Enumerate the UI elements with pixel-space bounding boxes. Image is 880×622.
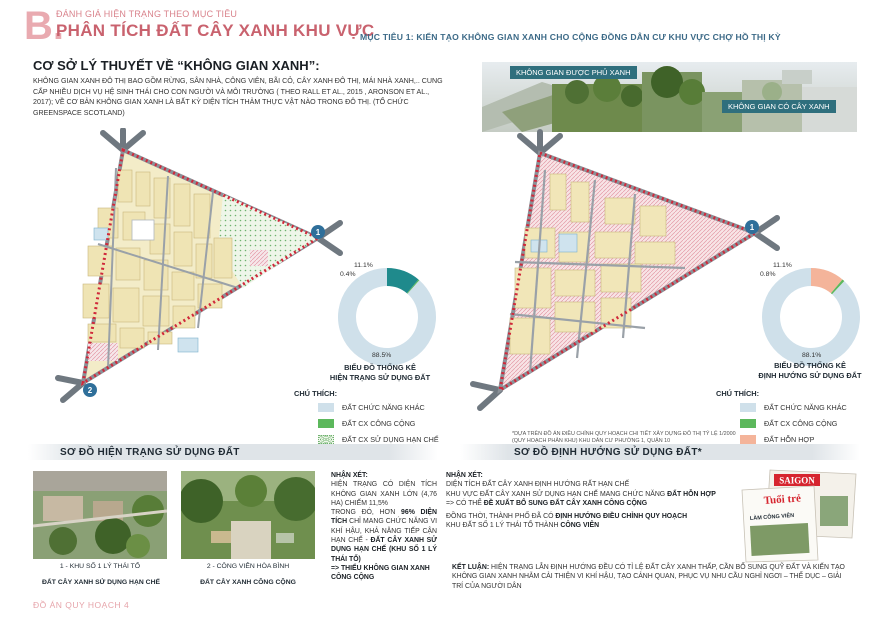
donut-slice-1	[837, 286, 839, 287]
objective-title: MỤC TIÊU 1: KIẾN TẠO KHÔNG GIAN XANH CHO CỘNG ĐỒNG DÂN CƯ KHU VỰC CHỢ HỒ THỊ KỲ	[360, 32, 781, 42]
legend-label: ĐẤT CHỨC NĂNG KHÁC	[342, 403, 425, 412]
chart-caption-planned-line1: BIỂU ĐỒ THỐNG KÊ	[774, 361, 846, 370]
label-tree-space: KHÔNG GIAN CÓ CÂY XANH	[722, 100, 836, 113]
donut2-label-public: 0.8%	[760, 271, 776, 278]
photo-hoa-binh-park	[181, 471, 315, 559]
donut1-label-public: 0.4%	[340, 271, 356, 278]
legend-current-limited	[318, 435, 439, 444]
photo1-caption-top: 1 - KHU SỐ 1 LÝ THÁI TỔ	[59, 563, 141, 570]
remark-bold: ĐỀ XUẤT BỔ SUNG ĐẤT CÂY XANH CÔNG CỘNG	[483, 499, 648, 507]
newspaper-clipping	[740, 468, 858, 564]
remark-text: => CÓ THỂ	[446, 499, 484, 507]
footer-label: ĐỒ ÁN QUY HOẠCH 4	[33, 600, 130, 610]
remark-text: TRONG ĐÓ, HƠN	[331, 509, 402, 517]
legend-swatch-mixed	[740, 435, 756, 444]
remark-current-p3	[331, 564, 437, 583]
legend-planned-other	[740, 403, 847, 412]
park-photo-illustration	[181, 471, 315, 559]
remark-text: ĐỒNG THỜI, THÀNH PHỐ ĐÃ CÓ	[446, 513, 556, 521]
legend-swatch-other	[740, 403, 756, 412]
aerial-photo-illustration	[33, 471, 167, 559]
theory-body: KHÔNG GIAN XANH ĐÔ THỊ BAO GỒM RỪNG, SÂN NHÀ, CÔNG VIÊN, BÃI CỎ, CÂY XANH ĐÔ THỊ, MÁI NHÀ XANH,.. CUNG CẤP NHIỀU DỊCH VỤ HỆ SINH THÁI CHO CON NGƯỜI VÀ MÔI TRƯỜNG ( THEO RALL ET AL., 2015 , ARONSON ET AL., 2017); VỀ CƠ BẢN KHÔNG GIAN XANH LÀ BẤT KỲ DIỆN TÍCH THẢM THỰC VẬT NÀO TRONG ĐÔ THỊ. (TỔ CHỨC GREENSPACE SCOTLAND)	[33, 77, 443, 117]
donut-slice-2	[387, 277, 413, 286]
label-green-covered: KHÔNG GIAN ĐƯỢC PHỦ XANH	[510, 66, 637, 79]
photo2-caption-top: 2 - CÔNG VIÊN HÒA BÌNH	[206, 563, 290, 570]
remark-current-p2	[331, 508, 437, 564]
remark-title-text: NHẬN XÉT:	[331, 472, 368, 479]
donut-slice-0	[771, 277, 851, 357]
remark-current-p1: HIỆN TRẠNG CÓ DIỆN TÍCH KHÔNG GIAN XANH LỚN (4,76 HA) CHIẾM 11,5%	[331, 481, 437, 507]
remark-text: CHỈ MANG CHỨC NĂNG VI KHÍ HẬU, KHẢ NĂNG TIẾP CẬN HẠN CHẾ -	[331, 518, 437, 545]
legend-planned-public	[740, 419, 837, 428]
remark-planned-l3	[446, 499, 736, 508]
remark-current-title	[331, 471, 437, 480]
remark-current	[331, 471, 437, 583]
remark-planned	[446, 471, 736, 531]
marker-1-label: 1	[315, 228, 321, 237]
remark-bold: ĐẤT CÂY XANH SỬ DỤNG HẠN CHẾ (KHU SỐ 1 LÝ THÁI TỔ)	[331, 537, 437, 563]
legend-label: ĐẤT CX SỬ DỤNG HẠN CHẾ	[342, 435, 439, 444]
section-title-current: SƠ ĐỒ HIỆN TRẠNG SỬ DỤNG ĐẤT	[60, 447, 240, 458]
section-letter: B.	[24, 4, 64, 48]
legend-title-current: CHÚ THÍCH:	[294, 389, 338, 398]
photo-ly-thai-to	[33, 471, 167, 559]
remark-title-text: NHẬN XÉT:	[446, 472, 483, 479]
remark-bold: ĐỊNH HƯỚNG ĐIỀU CHỈNH QUY HOẠCH	[555, 513, 688, 521]
remark-planned-l2	[446, 490, 736, 499]
current-land-use-map	[28, 128, 348, 408]
conclusion	[452, 563, 854, 591]
masthead-saigon: SAIGON	[779, 475, 815, 486]
planning-source-note: *DỰA TRÊN ĐỒ ÁN ĐIỀU CHỈNH QUY HOẠCH CHI TIẾT XÂY DỰNG ĐÔ THỊ TỶ LỆ 1/2000 (QUY HOẠCH PHÂN KHU) KHU DÂN CƯ PHƯỜNG 1, QUẬN 10	[512, 431, 736, 444]
remark-bold: CÔNG VIÊN	[560, 522, 600, 530]
chart-caption-current-line1: BIỂU ĐỒ THỐNG KÊ	[344, 363, 416, 372]
donut1-label-green-limited: 11.1%	[354, 262, 373, 269]
evaluation-title: ĐÁNH GIÁ HIỆN TRẠNG THEO MỤC TIÊU	[56, 9, 238, 19]
remark-bold: 96% DIỆN TÍCH	[331, 509, 437, 526]
remark-text: KHU VỰC ĐẤT CÂY XANH SỬ DỤNG HẠN CHẾ MANG CHỨC NĂNG	[446, 490, 668, 498]
remark-planned-l5	[446, 521, 736, 530]
donut2-label-other: 88.1%	[802, 352, 822, 359]
chart-caption-current	[320, 363, 440, 383]
planned-marker-1-label: 1	[749, 223, 755, 232]
theory-heading: CƠ SỞ LÝ THUYẾT VỀ “KHÔNG GIAN XANH”:	[33, 58, 320, 73]
planned-land-use-map	[455, 128, 785, 413]
photo1-caption-bottom: ĐẤT CÂY XANH SỬ DỤNG HẠN CHẾ	[41, 579, 161, 586]
marker-2-label: 2	[87, 386, 93, 395]
legend-swatch-public	[318, 419, 334, 428]
chart-caption-planned	[750, 361, 870, 381]
remark-bold: => THIẾU KHÔNG GIAN XANH CÔNG CỘNG	[331, 564, 430, 582]
remark-planned-l4	[446, 512, 736, 521]
legend-label: ĐẤT CX CÔNG CỘNG	[764, 419, 838, 428]
legend-label: ĐẤT CHỨC NĂNG KHÁC	[764, 403, 847, 412]
chart-caption-planned-line2: ĐỊNH HƯỚNG SỬ DỤNG ĐẤT	[758, 371, 862, 380]
remark-planned-l1: DIỆN TÍCH ĐẤT CÂY XANH ĐỊNH HƯỚNG RẤT HẠN CHẾ	[446, 481, 630, 489]
legend-label: ĐẤT CX CÔNG CỘNG	[342, 419, 416, 428]
remark-bold: ĐẤT HỖN HỢP	[667, 490, 716, 498]
donut-slice-1	[413, 286, 414, 287]
newspaper-headline: LÀM CÔNG VIÊN	[749, 512, 795, 522]
legend-label: ĐẤT HỖN HỢP	[764, 435, 815, 444]
remark-text: KHU ĐẤT SỐ 1 LÝ THÁI TỔ THÀNH	[446, 522, 561, 530]
photo2-caption-bottom: ĐẤT CÂY XANH CÔNG CỘNG	[200, 579, 296, 586]
conclusion-text: HIỆN TRẠNG LẪN ĐỊNH HƯỚNG ĐỀU CÓ TỈ LỆ ĐẤT CÂY XANH THẤP, CẦN BỔ SUNG QUỸ ĐẤT VÀ KIẾN TẠO KHÔNG GIAN XANH NHẰM CẢI THIỆN VI KHÍ HẬU, TẠO CẢNH QUAN, PHỤC VỤ NHU CẦU NGHỈ NGƠI – THỂ DỤC – GIẢI TRÍ CỦA NGƯỜI DÂN	[452, 564, 845, 590]
legend-planned-mixed	[740, 435, 814, 444]
analysis-title: PHÂN TÍCH ĐẤT CÂY XANH KHU VỰC	[56, 21, 375, 40]
chart-caption-current-line2: HIỆN TRẠNG SỬ DỤNG ĐẤT	[329, 373, 431, 382]
legend-swatch-limited	[318, 435, 334, 444]
legend-current-public	[318, 419, 415, 428]
section-title-planned: SƠ ĐỒ ĐỊNH HƯỚNG SỬ DỤNG ĐẤT*	[514, 447, 702, 458]
donut1-label-other: 88.5%	[372, 352, 392, 359]
legend-swatch-other	[318, 403, 334, 412]
donut-slice-2	[811, 277, 837, 286]
legend-swatch-public	[740, 419, 756, 428]
conclusion-label: KẾT LUẬN:	[452, 564, 490, 571]
donut2-label-mixed: 11.1%	[773, 262, 792, 269]
masthead-tuoi-tre: Tuổi trẻ	[763, 492, 802, 507]
legend-current-other	[318, 403, 425, 412]
donut-slice-0	[347, 277, 427, 357]
legend-title-planned: CHÚ THÍCH:	[716, 389, 760, 398]
